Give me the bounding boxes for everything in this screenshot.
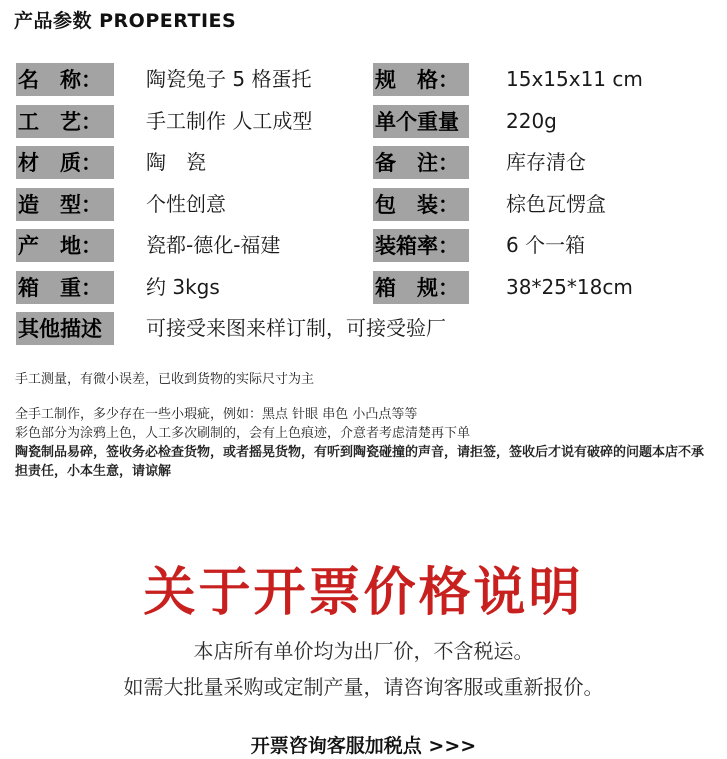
shape-value: 个性创意 [146, 191, 226, 216]
note-fragile-warning: 陶瓷制品易碎，签收务必检查货物，或者摇晃货物，有听到陶瓷碰撞的声音，请拒签，签收后才说有破碎的问题本店不承担责任，小本生意，请谅解 [15, 445, 705, 479]
origin-label: 产 地： [16, 229, 114, 262]
name-value: 陶瓷兔子 5 格蛋托 [146, 67, 312, 91]
packing-label: 装箱率： [373, 229, 469, 262]
spec-row [16, 186, 716, 228]
page-heading: 产品参数 PROPERTIES [14, 10, 237, 32]
invoice-title: 关于开票价格说明 [143, 563, 584, 623]
shape-label: 造 型： [16, 188, 114, 221]
size-value: 15x15x11 cm [506, 67, 643, 91]
remark-value: 库存清仓 [506, 150, 586, 174]
weight-value: 220g [506, 108, 557, 133]
spec-row [16, 310, 716, 352]
note-spacer [15, 389, 715, 405]
note-handmade: 全手工制作，多少存在一些小瑕疵，例如：黑点 针眼 串色 小凸点等等 [15, 407, 418, 422]
box-weight-value: 约 3kgs [146, 274, 220, 299]
invoice-consult-link[interactable]: 开票咨询客服加税点 >>> [250, 735, 477, 757]
box-size-value: 38*25*18cm [506, 274, 633, 299]
note-measure: 手工测量，有微小误差，已收到货物的实际尺寸为主 [15, 372, 315, 387]
invoice-bulk-note: 如需大批量采购或定制产量，请咨询客服或重新报价。 [123, 675, 604, 699]
other-label: 其他描述 [16, 312, 114, 345]
spec-row [16, 269, 716, 311]
notes-block [15, 370, 715, 481]
remark-label: 备 注： [373, 146, 469, 179]
spec-row [16, 103, 716, 145]
package-label: 包 装： [373, 188, 469, 221]
box-weight-label: 箱 重： [16, 271, 114, 304]
box-size-label: 箱 规： [373, 271, 469, 304]
craft-label: 工 艺： [16, 105, 114, 138]
name-label: 名 称： [16, 63, 114, 96]
weight-label: 单个重量 [373, 105, 469, 138]
other-value: 可接受来图来样订制，可接受验厂 [146, 316, 446, 340]
spec-row [16, 144, 716, 186]
invoice-price-note: 本店所有单价均为出厂价，不含税运。 [193, 639, 534, 663]
note-painting: 彩色部分为涂鸦上色，人工多次刷制的，会有上色痕迹，介意者考虑清楚再下单 [15, 426, 471, 441]
material-label: 材 质： [16, 146, 114, 179]
spec-table [16, 61, 716, 352]
origin-value: 瓷都-德化-福建 [146, 233, 281, 257]
package-value: 棕色瓦愣盒 [506, 191, 606, 216]
packing-value: 6 个一箱 [506, 233, 586, 257]
material-value: 陶 瓷 [146, 150, 206, 174]
size-label: 规 格： [373, 63, 469, 96]
craft-value: 手工制作 人工成型 [146, 108, 313, 133]
spec-row [16, 61, 716, 103]
spec-row [16, 227, 716, 269]
